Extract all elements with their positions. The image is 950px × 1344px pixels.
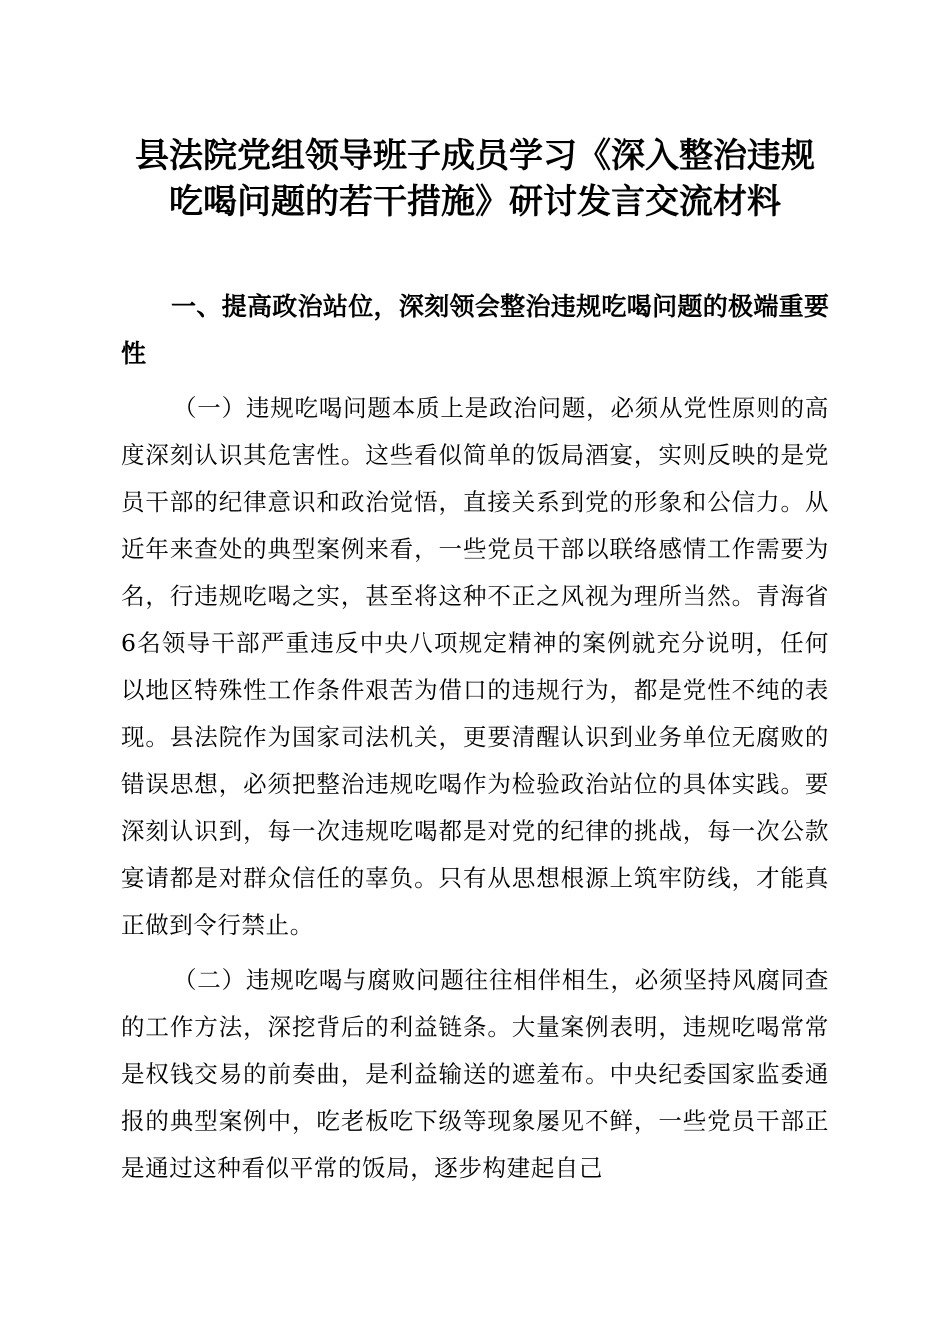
paragraph-2: （二）违规吃喝与腐败问题往往相伴相生，必须坚持风腐同查的工作方法，深挖背后的利益链条。大量案例表明，违规吃喝常常是权钱交易的前奏曲，是利益输送的遮羞布。中央纪委国家监委通报的典型案例中，吃老板吃下级等现象屡见不鲜，一些党员干部正是通过这种看似平常的饭局，逐步构建起自己 bbox=[121, 966, 829, 1182]
section-heading: 一、提高政治站位，深刻领会整治违规吃喝问题的极端重要性 bbox=[121, 292, 829, 368]
title-line-2: 吃喝问题的若干措施》研讨发言交流材料 bbox=[169, 182, 781, 222]
paragraph-1: （一）违规吃喝问题本质上是政治问题，必须从党性原则的高度深刻认识其危害性。这些看似简单的饭局酒宴，实则反映的是党员干部的纪律意识和政治觉悟，直接关系到党的形象和公信力。从近年来查处的典型案例来看，一些党员干部以联络感情工作需要为名，行违规吃喝之实，甚至将这种不正之风视为理所当然。青海省6名领导干部严重违反中央八项规定精神的案例就充分说明，任何以地区特殊性工作条件艰苦为借口的违规行为，都是党性不纯的表现。县法院作为国家司法机关，更要清醒认识到业务单位无腐败的错误思想，必须把整治违规吃喝作为检验政治站位的具体实践。要深刻认识到，每一次违规吃喝都是对党的纪律的挑战，每一次公款宴请都是对群众信任的辜负。只有从思想根源上筑牢防线，才能真正做到令行禁止。 bbox=[121, 394, 829, 939]
document-title bbox=[121, 133, 829, 225]
document-body bbox=[121, 133, 829, 1192]
title-line-1: 县法院党组领导班子成员学习《深入整治违规 bbox=[135, 136, 815, 176]
